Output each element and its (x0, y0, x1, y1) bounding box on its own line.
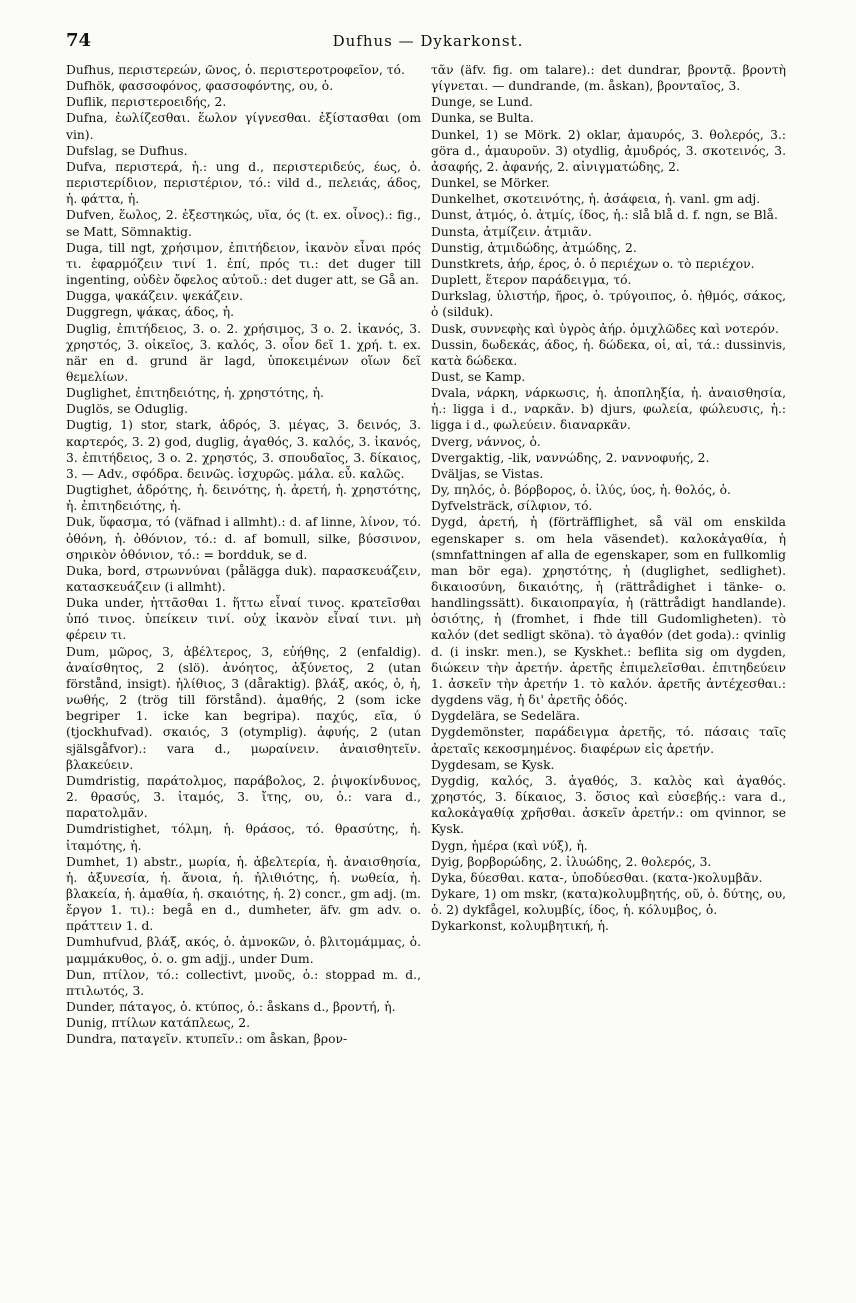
dictionary-entry: Duglös, se Oduglig. (66, 402, 189, 417)
dictionary-entry: Dumhet, 1) abstr., μωρία, ἡ. ἀβελτερία, ἡ. ἀναισθησία, ἡ. ἀξυνεσία, ἡ. ἄνοια, ἡ. ἠλιθιότης, ἡ. νωθεία, ἡ. βλακεία, ἡ. ἀμαθία, ἡ. σκαιότης, ἡ. 2) concr., gm adj. (m. ἔργον 1. τι).: begå en d., dumheter, äfv. gm adv. o. πράττειν 1. d. (66, 854, 421, 934)
dictionary-entry: Dykare, 1) om mskr, (κατα)κολυμβητής, οῦ, ὁ. δύτης, ου, ὁ. 2) dykfågel, κολυμβίς, ίδος, ἡ. κόλυμβος, ὁ. (431, 886, 786, 918)
dictionary-entry: Dunst, ἀτμός, ὁ. ἀτμίς, ίδος, ἡ.: slå blå d. f. ngn, se Blå. (431, 208, 778, 223)
dictionary-entry: Dufven, ἕωλος, 2. ἐξεστηκώς, υῖα, ός (t. ex. οἶνος).: fig., se Matt, Sömnaktig. (66, 208, 421, 239)
dictionary-entry: Dunkel, 1) se Mörk. 2) oklar, ἀμαυρός, 3. θολερός, 3.: göra d., ἀμαυροῦν. 3) otydlig, ἀμυδρός, 3. σκοτεινός, 3. ἀσαφής, 2. ἀφανής, 2. αἰνιγματώδης, 2. (431, 127, 786, 174)
dictionary-entry: Dunge, se Lund. (431, 95, 533, 110)
dictionary-entry: Dumdristig, παράτολμος, παράβολος, 2. ῥιψοκίνδυνος, 2. θρασύς, 3. ἰταμός, 3. ἴτης, ου, ὁ.: vara d., παρατολμᾶν. (66, 773, 421, 821)
dictionary-entry: Durkslag, ὑλιστήρ, ῆρος, ὁ. τρύγοιπος, ὁ. ἠθμός, σάκος, ὁ (silduk). (431, 289, 786, 320)
dictionary-entry: Dunstkrets, ἀήρ, έρος, ὁ. ὁ περιέχων o. τὸ περιέχον. (431, 256, 755, 271)
dictionary-entry: Dugga, ψακάζειν. ψεκάζειν. (66, 289, 244, 304)
dictionary-entry: Dussin, δωδεκάς, άδος, ἡ. δώδεκα, οἱ, αἱ, τά.: dussinvis, κατὰ δώδεκα. (431, 337, 786, 368)
dictionary-entry: Dugtig, 1) stor, stark, ἁδρός, 3. μέγας, 3. δεινός, 3. καρτερός, 3. 2) god, duglig, ἀγαθός, 3. καλός, 3. ἱκανός, 3. ἐπιτήδειος, 3 o. 2. χρηστός, 3. σπουδαῖος, 3. δίκαιος, 3. — Adv., σφόδρα. δεινῶς. ἰσχυρῶς. μάλα. εὖ. καλῶς. (66, 418, 421, 481)
dictionary-entry: Duk, ὕφασμα, τό (väfnad i allmht).: d. af linne, λίνον, τό. ὀθόνη, ἡ. ὀθόνιον, τό.: d. af bomull, silke, βύσσινον, σηρικὸν ὀθόνιον, τό.: = bordduk, se d. (66, 515, 421, 562)
dictionary-entry: Dumhufvud, βλάξ, ακός, ὁ. ἀμνοκῶν, ὁ. βλιτομάμμας, ὁ. μαμμάκυθος, ὁ. o. gm adjj., under Dum. (66, 935, 421, 966)
dictionary-entry: Dygdelära, se Sedelära. (431, 709, 580, 724)
dictionary-entry: Dunsta, ἀτμίζειν. ἀτμιᾶν. (431, 224, 592, 239)
dictionary-entry: Dufslag, se Dufhus. (66, 143, 188, 158)
dictionary-entry: Dvergaktig, -lik, ναννώδης, 2. ναννοφυής, 2. (431, 450, 710, 465)
left-column (66, 62, 421, 1287)
dictionary-entry: Dunstig, ἀτμιδώδης, ἀτμώδης, 2. (431, 240, 637, 255)
dictionary-entry: Duplett, ἕτερον παράδειγμα, τό. (431, 273, 632, 288)
dictionary-entry: Duglig, ἐπιτήδειος, 3. o. 2. χρήσιμος, 3 o. 2. ἱκανός, 3. χρηστός, 3. οἰκεῖος, 3. καλός, 3. οἷον δεῖ 1. χρή. t. ex. när en d. grund är lagd, ὑποκειμένων οἵων δεῖ θεμελίων. (66, 321, 421, 384)
dictionary-entry: τᾶν (äfv. fig. om talare).: det dundrar, βροντᾷ. βροντὴ γίγνεται. — dundrande, (m. åskan), βρονταῖος, 3. (431, 63, 786, 94)
dictionary-entry: Dunkel, se Mörker. (431, 176, 550, 191)
dictionary-entry: Duka under, ἡττᾶσθαι 1. ἥττω εἶναί τινος. κρατεῖσθαι ὑπό τινος. ὑπείκειν τινί. οὐχ ἱκανὸν εἶναί τινι. μὴ φέρειν τι. (66, 596, 421, 643)
dictionary-entry: Dyfvelsträck, σίλφιον, τό. (431, 499, 593, 514)
dictionary-entry: Dväljas, se Vistas. (431, 466, 544, 481)
dictionary-entry: Dufva, περιστερά, ἡ.: ung d., περιστεριδεύς, έως, ὁ. περιστερίδιον, περιστέριον, τό.: vild d., πελειάς, άδος, ἡ. φάττα, ἡ. (66, 159, 421, 207)
dictionary-entry: Duflik, περιστεροειδής, 2. (66, 95, 227, 110)
dictionary-entry: Dygdesam, se Kysk. (431, 757, 555, 772)
dictionary-entry: Dykarkonst, κολυμβητική, ἡ. (431, 919, 609, 934)
dictionary-entry: Dugtighet, ἁδρότης, ἡ. δεινότης, ἡ. ἀρετή, ἡ. χρηστότης, ἡ. ἐπιτηδειότης, ἡ. (66, 483, 421, 514)
page-number: 74 (66, 30, 92, 51)
dictionary-entry: Dy, πηλός, ὁ. βόρβορος, ὁ. ἰλύς, ύος, ἡ. θολός, ὁ. (431, 483, 731, 498)
dictionary-entry: Dum, μῶρος, 3, ἀβέλτερος, 3, εὐήθης, 2 (enfaldig). ἀναίσθητος, 2 (slö). ἀνόητος, ἀξύνετος, 2 (utan förstånd, insigt). ἠλίθιος, 3 (dåraktig). βλάξ, ακός, ὁ, ἡ, νωθής, 2 (trög till förstånd). ἀμαθής, 2 (som icke begriper 1. icke kan begripa). παχύς, εῖα, ύ (tjockhufvad). σκαιός, 3 (otymplig). ἀφυής, 2 (utan själsgåfvor).: vara d., μωραίνειν. ἀναισθητεῖν. βλακεύειν. (66, 644, 421, 772)
dictionary-entry: Dunder, πάταγος, ὁ. κτύπος, ὁ.: åskans d., βροντή, ἡ. (66, 1000, 396, 1015)
page-header (66, 30, 790, 54)
dictionary-entry: Dust, se Kamp. (431, 369, 526, 384)
dictionary-entry: Duggregn, ψάκας, άδος, ἡ. (66, 305, 235, 320)
dictionary-entry: Dunka, se Bulta. (431, 111, 534, 126)
dictionary-entry: Dufhök, φασσοφόνος, φασσοφόντης, ου, ὁ. (66, 79, 334, 94)
dictionary-entry: Dufna, ἐωλίζεσθαι. ἕωλον γίγνεσθαι. ἐξίστασθαι (om vin). (66, 111, 421, 142)
right-column (431, 62, 786, 1287)
dictionary-entry: Dyka, δύεσθαι. κατα-, ὑποδύεσθαι. (κατα-)κολυμβᾶν. (431, 870, 763, 885)
dictionary-entry: Duka, bord, στρωννύναι (pålägga duk). παρασκευάζειν, κατασκευάζειν (i allmht). (66, 563, 421, 594)
dictionary-entry: Duga, till ngt, χρήσιμον, ἐπιτήδειον, ἱκανὸν εἶναι πρός τι. ἐφαρμόζειν τινί 1. ἐπί, πρός τι.: det duger till ingenting, οὐδὲν ὄφελος αὐτοῦ.: det duger att, se Gå an. (66, 240, 421, 288)
dictionary-entry: Dufhus, περιστερεών, ῶνος, ὁ. περιστεροτροφεῖον, τό. (66, 63, 405, 77)
dictionary-entry: Duglighet, ἐπιτηδειότης, ἡ. χρηστότης, ἡ. (66, 386, 324, 401)
dictionary-entry: Dygdemönster, παράδειγμα ἀρετῆς, τό. πάσαις ταῖς ἀρεταῖς κεκοσμημένος. διαφέρων εἰς ἀρετήν. (431, 725, 786, 756)
dictionary-entry: Dusk, συννεφὴς καὶ ὑγρὸς ἀήρ. ὁμιχλῶδες καὶ νοτερόν. (431, 321, 779, 336)
dictionary-entry: Dverg, νάννος, ὁ. (431, 434, 541, 449)
dictionary-entry: Dunkelhet, σκοτεινότης, ἡ. ἀσάφεια, ἡ. vanl. gm adj. (431, 192, 761, 207)
dictionary-entry: Dyig, βορβορώδης, 2. ἰλυώδης, 2. θολερός, 3. (431, 854, 712, 869)
running-head: Dufhus — Dykarkonst. (332, 32, 524, 50)
dictionary-entry: Dvala, νάρκη, νάρκωσις, ἡ. ἀποπληξία, ἡ. ἀναισθησία, ἡ.: ligga i d., ναρκᾶν. b) djurs, φωλεία, φώλευσις, ἡ.: ligga i d., φωλεύειν. διαναρκᾶν. (431, 386, 786, 433)
dictionary-entry: Dygn, ἡμέρα (καὶ νύξ), ἡ. (431, 838, 588, 853)
dictionary-entry: Dundra, παταγεῖν. κτυπεῖν.: om åskan, βρον- (66, 1032, 348, 1047)
dictionary-entry: Dygdig, καλός, 3. ἀγαθός, 3. καλὸς καὶ ἀγαθός. χρηστός, 3. δίκαιος, 3. ὅσιος καὶ εὐσεβής.: vara d., καλοκἀγαθίᾳ χρῆσθαι. ἀσκεῖν ἀρετήν.: om qvinnor, se Kysk. (431, 773, 786, 837)
dictionary-entry: Dun, πτίλον, τό.: collectivt, μνοῦς, ὁ.: stoppad m. d., πτιλωτός, 3. (66, 967, 421, 998)
dictionary-entry: Dygd, ἀρετή, ἡ (förträfflighet, så väl om enskilda egenskaper s. om hela väsendet). καλοκἀγαθία, ἡ (smnfattningen af alla de egenskaper, som en fullkomlig man bör ega). χρηστότης, ἡ (duglighet, sedlighet). δικαιοσύνη, δικαιότης, ἡ (rättrådighet i tänke- o. handlingssätt). δικαιοπραγία, ἡ (rättrådigt handlande). ὁσιότης, ἡ (fromhet, i fhde till Gudomligheten). τὸ καλόν (det sedligt sköna). τὸ ἀγαθόν (det goda).: qvinlig d. (i inskr. men.), se Kyskhet.: beflita sig om dygden, διώκειν τὴν ἀρετήν. ἀρετῆς ἐπιμελεῖσθαι. ἐπιτηδεύειν 1. ἀσκεῖν τὴν ἀρετήν 1. τὸ καλόν. ἀρετῆς ἀντέχεσθαι.: dygdens väg, ἡ δι' ἀρετῆς ὁδός. (431, 515, 786, 708)
dictionary-entry: Dunig, πτίλων κατάπλεως, 2. (66, 1016, 251, 1031)
dictionary-entry: Dumdristighet, τόλμη, ἡ. θράσος, τό. θρασύτης, ἡ. ἰταμότης, ἡ. (66, 822, 421, 853)
